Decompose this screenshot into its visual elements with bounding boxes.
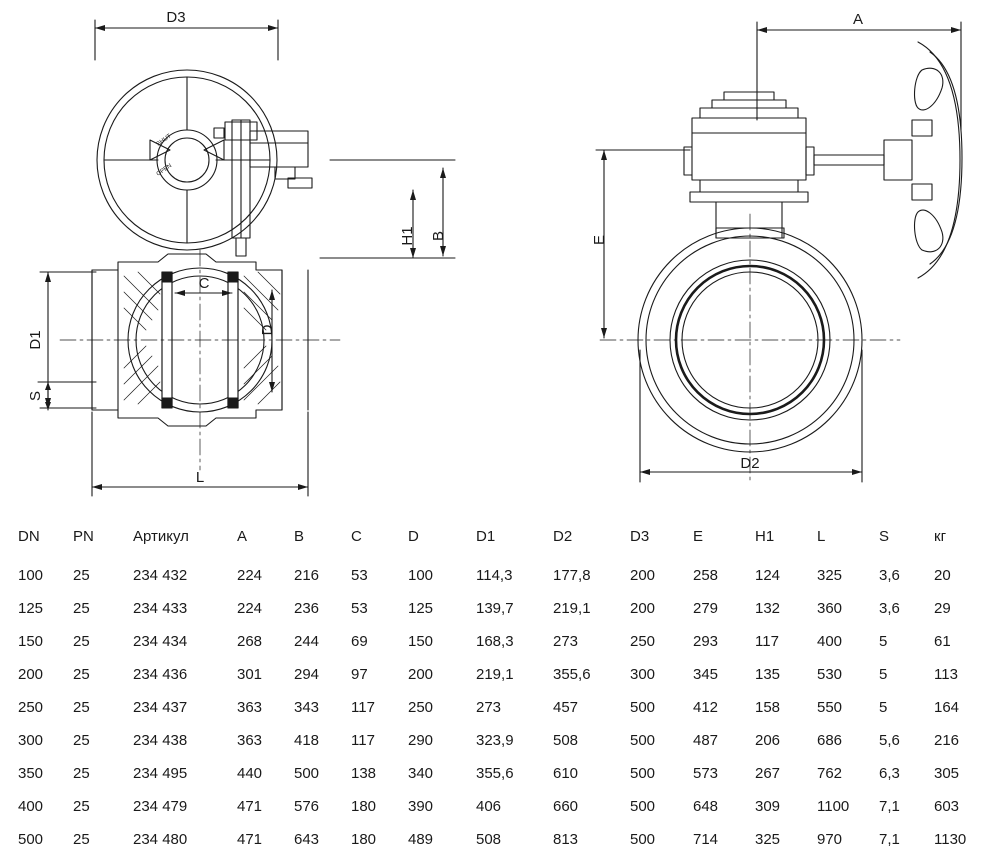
table-cell: 363 <box>237 699 263 716</box>
table-cell: 355,6 <box>476 765 514 782</box>
table-body <box>18 559 978 856</box>
label-h1: H1 <box>399 226 416 246</box>
table-cell: 224 <box>237 600 263 617</box>
table-cell: 290 <box>408 732 434 749</box>
table-cell: 603 <box>934 798 960 815</box>
table-cell: 643 <box>294 831 320 848</box>
table-row <box>18 658 978 691</box>
table-header-a: A <box>237 528 248 545</box>
label-s: S <box>27 390 44 402</box>
table-cell: 138 <box>351 765 377 782</box>
table-cell: 219,1 <box>476 666 514 683</box>
valve-face-right <box>600 214 900 480</box>
label-c: C <box>198 275 210 292</box>
actuator-left <box>214 120 312 256</box>
table-cell: 168,3 <box>476 633 514 650</box>
label-e: E <box>591 234 608 246</box>
table-cell: 610 <box>553 765 579 782</box>
actuator-right <box>684 92 912 238</box>
table-cell: 714 <box>693 831 719 848</box>
label-l: L <box>195 469 205 486</box>
table-cell: 1130 <box>934 831 967 848</box>
label-d2: D2 <box>740 455 760 472</box>
specification-table <box>18 520 978 856</box>
table-cell: 113 <box>934 666 958 683</box>
table-header-d1: D1 <box>476 528 496 545</box>
dim-d-group <box>269 290 275 392</box>
table-cell: 305 <box>934 765 960 782</box>
dim-d3-group <box>95 20 278 60</box>
table-cell: 125 <box>408 600 434 617</box>
table-cell: 508 <box>476 831 502 848</box>
table-cell: 5 <box>879 699 888 716</box>
table-cell: 29 <box>934 600 951 617</box>
table-cell: 216 <box>934 732 960 749</box>
table-cell: 406 <box>476 798 502 815</box>
table-cell: 7,1 <box>879 798 900 815</box>
table-cell: 234 433 <box>133 600 188 617</box>
table-cell: 234 432 <box>133 567 188 584</box>
table-header-article: Артикул <box>133 528 189 545</box>
table-cell: 660 <box>553 798 579 815</box>
table-cell: 150 <box>18 633 44 650</box>
table-row <box>18 691 978 724</box>
dim-s-group <box>38 382 96 410</box>
table-cell: 234 479 <box>133 798 188 815</box>
table-cell: 200 <box>18 666 44 683</box>
table-row <box>18 625 978 658</box>
table-cell: 267 <box>755 765 781 782</box>
table-cell: 132 <box>755 600 781 617</box>
table-cell: 234 480 <box>133 831 188 848</box>
table-cell: 234 437 <box>133 699 188 716</box>
table-cell: 323,9 <box>476 732 514 749</box>
table-header-h1: H1 <box>755 528 775 545</box>
table-cell: 970 <box>817 831 843 848</box>
table-cell: 69 <box>351 633 368 650</box>
table-cell: 471 <box>237 831 263 848</box>
table-header-pn: PN <box>73 528 94 545</box>
table-cell: 117 <box>755 633 779 650</box>
table-header-d2: D2 <box>553 528 573 545</box>
table-cell: 25 <box>73 732 90 749</box>
table-cell: 487 <box>693 732 719 749</box>
label-d3: D3 <box>166 9 186 26</box>
table-cell: 135 <box>755 666 781 683</box>
handwheel-right <box>912 42 962 278</box>
table-cell: 250 <box>408 699 434 716</box>
table-cell: 500 <box>630 798 656 815</box>
table-cell: 273 <box>476 699 502 716</box>
table-cell: 234 495 <box>133 765 188 782</box>
table-cell: 762 <box>817 765 843 782</box>
table-cell: 813 <box>553 831 579 848</box>
dim-b-group <box>440 168 446 256</box>
table-cell: 301 <box>237 666 263 683</box>
table-cell: 3,6 <box>879 567 900 584</box>
table-cell: 25 <box>73 633 90 650</box>
table-row <box>18 757 978 790</box>
table-cell: 5 <box>879 633 888 650</box>
table-cell: 268 <box>237 633 263 650</box>
table-cell: 279 <box>693 600 719 617</box>
table-cell: 124 <box>755 567 781 584</box>
table-cell: 500 <box>630 699 656 716</box>
table-cell: 236 <box>294 600 320 617</box>
table-cell: 117 <box>351 732 375 749</box>
table-cell: 418 <box>294 732 320 749</box>
table-cell: 25 <box>73 798 90 815</box>
table-header-e: E <box>693 528 704 545</box>
table-cell: 97 <box>351 666 368 683</box>
table-cell: 25 <box>73 666 90 683</box>
table-cell: 500 <box>294 765 320 782</box>
table-cell: 500 <box>630 732 656 749</box>
table-cell: 117 <box>351 699 375 716</box>
table-cell: 234 436 <box>133 666 188 683</box>
table-cell: 234 438 <box>133 732 188 749</box>
table-header-b: B <box>294 528 305 545</box>
dim-h1-group <box>320 160 455 258</box>
table-cell: 177,8 <box>553 567 591 584</box>
table-cell: 489 <box>408 831 434 848</box>
table-header-d3: D3 <box>630 528 650 545</box>
table-cell: 206 <box>755 732 781 749</box>
table-cell: 158 <box>755 699 781 716</box>
table-cell: 53 <box>351 600 368 617</box>
table-cell: 500 <box>18 831 44 848</box>
table-row <box>18 823 978 856</box>
table-cell: 400 <box>817 633 843 650</box>
label-d1: D1 <box>27 330 44 350</box>
table-cell: 25 <box>73 600 90 617</box>
table-row <box>18 724 978 757</box>
table-cell: 25 <box>73 831 90 848</box>
table-cell: 300 <box>18 732 44 749</box>
table-row <box>18 592 978 625</box>
table-cell: 293 <box>693 633 719 650</box>
table-cell: 530 <box>817 666 843 683</box>
table-cell: 7,1 <box>879 831 900 848</box>
handwheel-mark-shut: SHUT <box>155 133 173 148</box>
table-cell: 25 <box>73 699 90 716</box>
table-cell: 224 <box>237 567 263 584</box>
table-header-dn: DN <box>18 528 40 545</box>
table-cell: 440 <box>237 765 263 782</box>
table-header-d: D <box>408 528 419 545</box>
table-cell: 216 <box>294 567 320 584</box>
table-cell: 100 <box>18 567 44 584</box>
table-cell: 6,3 <box>879 765 900 782</box>
table-cell: 648 <box>693 798 719 815</box>
handwheel-mark-open: OPEN <box>155 162 174 178</box>
table-cell: 350 <box>18 765 44 782</box>
table-header-s: S <box>879 528 890 545</box>
table-cell: 164 <box>934 699 960 716</box>
table-cell: 180 <box>351 798 377 815</box>
table-cell: 576 <box>294 798 320 815</box>
table-header-c: C <box>351 528 362 545</box>
table-cell: 273 <box>553 633 579 650</box>
table-cell: 412 <box>693 699 719 716</box>
table-cell: 343 <box>294 699 320 716</box>
table-cell: 125 <box>18 600 44 617</box>
table-cell: 20 <box>934 567 951 584</box>
table-cell: 457 <box>553 699 579 716</box>
dim-a-group <box>757 22 961 130</box>
table-cell: 100 <box>408 567 434 584</box>
table-cell: 325 <box>755 831 781 848</box>
table-cell: 390 <box>408 798 434 815</box>
label-b: B <box>430 230 447 242</box>
table-header-l: L <box>817 528 826 545</box>
table-cell: 25 <box>73 567 90 584</box>
table-cell: 258 <box>693 567 719 584</box>
table-cell: 139,7 <box>476 600 514 617</box>
table-cell: 180 <box>351 831 377 848</box>
table-cell: 573 <box>693 765 719 782</box>
table-cell: 400 <box>18 798 44 815</box>
table-cell: 325 <box>817 567 843 584</box>
table-cell: 234 434 <box>133 633 188 650</box>
table-row <box>18 790 978 823</box>
table-cell: 686 <box>817 732 843 749</box>
table-header-row <box>18 520 978 559</box>
label-d: D <box>259 324 276 336</box>
table-cell: 471 <box>237 798 263 815</box>
table-cell: 5 <box>879 666 888 683</box>
table-cell: 250 <box>18 699 44 716</box>
table-cell: 53 <box>351 567 368 584</box>
table-cell: 200 <box>630 567 656 584</box>
table-cell: 345 <box>693 666 719 683</box>
label-a: A <box>852 11 864 28</box>
table-cell: 25 <box>73 765 90 782</box>
table-cell: 508 <box>553 732 579 749</box>
table-cell: 3,6 <box>879 600 900 617</box>
table-cell: 1100 <box>817 798 850 815</box>
table-cell: 363 <box>237 732 263 749</box>
table-cell: 114,3 <box>476 567 513 584</box>
table-cell: 309 <box>755 798 781 815</box>
table-cell: 250 <box>630 633 656 650</box>
table-cell: 550 <box>817 699 843 716</box>
table-cell: 200 <box>630 600 656 617</box>
table-cell: 61 <box>934 633 951 650</box>
table-cell: 355,6 <box>553 666 591 683</box>
table-cell: 150 <box>408 633 434 650</box>
table-cell: 500 <box>630 765 656 782</box>
table-cell: 244 <box>294 633 320 650</box>
table-cell: 300 <box>630 666 656 683</box>
table-cell: 5,6 <box>879 732 900 749</box>
table-cell: 294 <box>294 666 320 683</box>
table-header-kg: кг <box>934 528 947 545</box>
table-row <box>18 559 978 592</box>
table-cell: 340 <box>408 765 434 782</box>
table-cell: 200 <box>408 666 434 683</box>
table-cell: 219,1 <box>553 600 591 617</box>
table-cell: 360 <box>817 600 843 617</box>
table-cell: 500 <box>630 831 656 848</box>
